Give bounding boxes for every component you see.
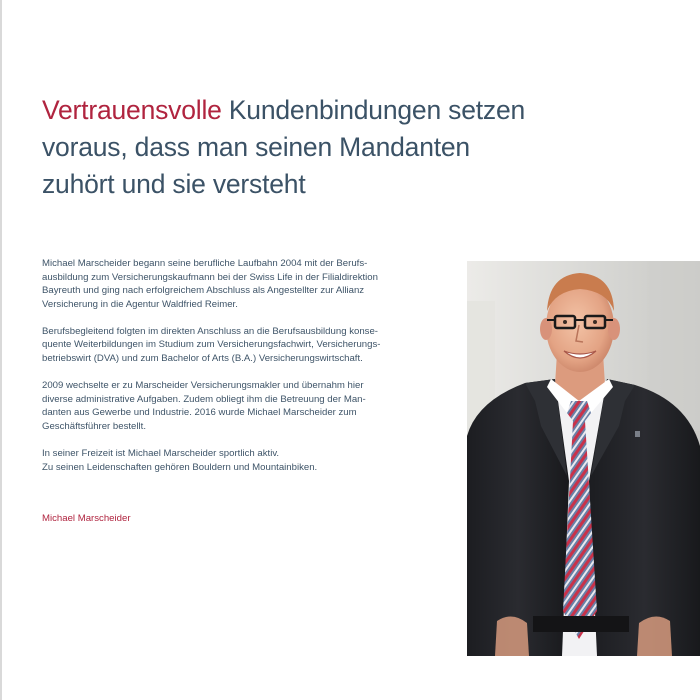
bio-line: quente Weiterbildungen im Studium zum Versicherungsfachwirt, Versicherungs- bbox=[42, 339, 381, 351]
bio-paragraph-3 bbox=[42, 379, 462, 433]
bio-line: Berufsbegleitend folgten im direkten Anschluss an die Berufsausbildung konse- bbox=[42, 325, 378, 337]
headline-accent: Vertrauensvolle bbox=[42, 95, 222, 125]
page-headline bbox=[42, 92, 602, 203]
bio-line: danten aus Gewerbe und Industrie. 2016 wurde Michael Marscheider zum bbox=[42, 407, 357, 419]
bio-line: Geschäftsführer bestellt. bbox=[42, 420, 146, 432]
bio-line: Versicherung in die Agentur Waldfried Reimer. bbox=[42, 298, 238, 310]
bio-paragraph-1 bbox=[42, 257, 462, 311]
bio-line: diverse administrative Aufgaben. Zudem obliegt ihm die Betreuung der Man- bbox=[42, 393, 366, 405]
page-edge bbox=[0, 0, 2, 700]
bio-paragraph-2 bbox=[42, 325, 462, 366]
signature-name: Michael Marscheider bbox=[42, 513, 131, 524]
portrait-photo bbox=[467, 261, 700, 656]
bio-paragraph-4 bbox=[42, 447, 462, 474]
bio-line: Bayreuth und ging nach erfolgreichem Abschluss als Angestellter zur Allianz bbox=[42, 285, 365, 297]
biography-text bbox=[42, 257, 462, 488]
bio-line: Zu seinen Leidenschaften gehören Bouldern und Mountainbiken. bbox=[42, 461, 318, 473]
bio-line: Michael Marscheider begann seine berufliche Laufbahn 2004 mit der Berufs- bbox=[42, 258, 368, 269]
headline-line-1: Kundenbindungen setzen bbox=[221, 95, 526, 125]
bio-line: 2009 wechselte er zu Marscheider Versicherungsmakler und übernahm hier bbox=[42, 380, 364, 392]
portrait-illustration bbox=[467, 261, 700, 656]
headline-line-3: zuhört und sie versteht bbox=[42, 169, 306, 199]
bio-line: In seiner Freizeit ist Michael Marscheider sportlich aktiv. bbox=[42, 448, 280, 460]
bio-line: betriebswirt (DVA) und zum Bachelor of Arts (B.A.) Versicherungswirtschaft. bbox=[42, 353, 363, 365]
headline-line-2: voraus, dass man seinen Mandanten bbox=[42, 132, 470, 162]
bio-line: ausbildung zum Versicherungskaufmann bei der Swiss Life in der Filialdirektion bbox=[42, 271, 378, 283]
